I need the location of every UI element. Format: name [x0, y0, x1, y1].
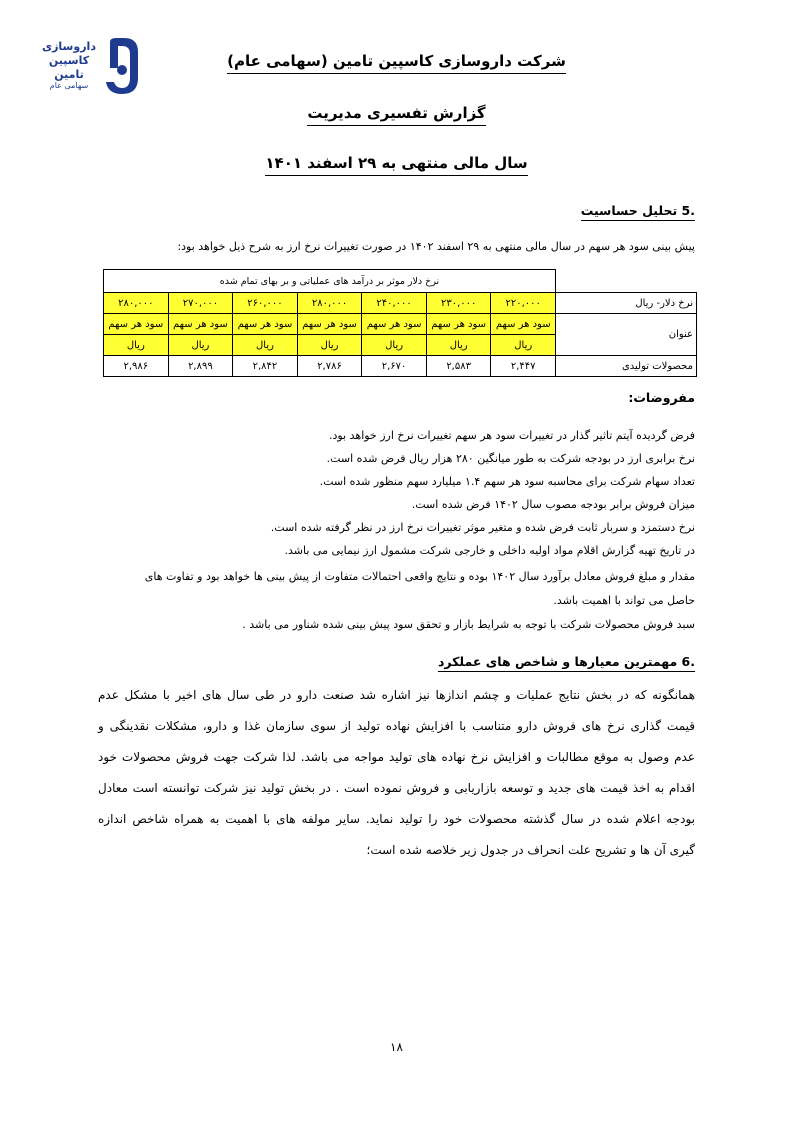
assumption-item: فرض گردیده آیتم تاثیر گذار در تغییرات سود هر سهم تغییرات نرخ ارز خواهد بود.	[328, 429, 695, 442]
assumptions-heading: مفروضات:	[628, 390, 695, 405]
eps-unit-cell: ریال	[168, 335, 233, 356]
table-row	[104, 356, 697, 377]
section-5-intro: پیش بینی سود هر سهم در سال مالی منتهی به ۲۹ اسفند ۱۴۰۲ در صورت تغییرات نرخ ارز به شرح ذیل خواهد بود:	[177, 240, 695, 253]
section-5-heading: .5 تحلیل حساسیت	[581, 203, 695, 218]
company-title: شرکت داروسازی کاسپین تامین (سهامی عام)	[0, 52, 793, 70]
title-row-label: عنوان	[556, 314, 697, 356]
assumption-item: نرخ برابری ارز در بودجه شرکت به طور میانگین ۲۸۰ هزار ریال فرض شده است.	[326, 452, 695, 465]
assumption-item: در تاریخ تهیه گزارش اقلام مواد اولیه داخلی و خارجی شرکت مشمول ارز نیمایی می باشد.	[284, 544, 695, 557]
table-row	[104, 314, 697, 335]
assumption-item: مقدار و مبلغ فروش معادل برآورد سال ۱۴۰۲ بوده و نتایج واقعی احتمالات متفاوت از پیش بینی ها خواهد بود و تفاوت های	[144, 570, 695, 583]
eps-label-cell: سود هر سهم	[491, 314, 556, 335]
rate-row-label: نرخ دلار- ریال	[556, 293, 697, 314]
paragraph-line: همانگونه که در بخش نتایج عملیات و چشم اندازها نیز اشاره شد صنعت دارو در طی سال های اخیر با مشکل عدم	[98, 688, 695, 702]
paragraph-line: اقدام به اخذ قیمت های جدید و توسعه بازاریابی و فروش نموده است . در بخش تولید نیز شرکت توانسته است معادل	[98, 781, 695, 795]
eps-label-cell: سود هر سهم	[426, 314, 491, 335]
eps-unit-cell: ریال	[491, 335, 556, 356]
eps-unit-cell: ریال	[362, 335, 427, 356]
period-title: سال مالی منتهی به ۲۹ اسفند ۱۴۰۱	[0, 154, 793, 172]
eps-unit-cell: ریال	[233, 335, 298, 356]
eps-label-cell: سود هر سهم	[168, 314, 233, 335]
assumption-item: سبد فروش محصولات شرکت با توجه به شرایط بازار و تحقق سود پیش بینی شده شناور می باشد .	[242, 618, 695, 631]
section-6-heading: .6 مهمترین معیارها و شاخص های عملکرد	[438, 654, 695, 669]
rate-cell: ۲۷۰,۰۰۰	[168, 293, 233, 314]
paragraph-line: گیری آن ها و تشریح علت انحراف در جدول زیر خلاصه شده است؛	[366, 843, 695, 857]
eps-value-cell: ۲,۹۸۶	[104, 356, 169, 377]
eps-label-cell: سود هر سهم	[104, 314, 169, 335]
paragraph-line: عدم وصول به موقع مطالبات و افزایش نرخ نهاده های تولید مواجه می باشد. لذا شرکت جهت فروش محصولات خود	[98, 750, 695, 764]
eps-label-cell: سود هر سهم	[297, 314, 362, 335]
eps-value-cell: ۲,۸۴۲	[233, 356, 298, 377]
eps-value-cell: ۲,۴۴۷	[491, 356, 556, 377]
eps-label-cell: سود هر سهم	[362, 314, 427, 335]
eps-value-cell: ۲,۵۸۳	[426, 356, 491, 377]
eps-label-cell: سود هر سهم	[233, 314, 298, 335]
report-title: گزارش تفسیری مدیریت	[0, 104, 793, 122]
paragraph-line: قیمت گذاری نرخ های فروش دارو متناسب با افزایش نهاده تولید از سوی سازمان غذا و دارو، مشکلات نقدینگی و	[98, 719, 695, 733]
eps-value-cell: ۲,۶۷۰	[362, 356, 427, 377]
products-row-label: محصولات تولیدی	[556, 356, 697, 377]
paragraph-line: بودجه اعلام شده در سال گذشته محصولات خود را تولید نماید. سایر مولفه های با اهمیت به همراه شاخص اندازه	[98, 812, 695, 826]
assumption-item: حاصل می تواند با اهمیت باشد.	[553, 594, 695, 607]
page-number: ۱۸	[390, 1040, 403, 1054]
assumption-item: نرخ دستمزد و سربار ثابت فرض شده و متغیر موثر تغییرات نرخ ارز در نظر گرفته شده است.	[270, 521, 695, 534]
eps-unit-cell: ریال	[297, 335, 362, 356]
rate-cell: ۲۸۰,۰۰۰	[104, 293, 169, 314]
logo-line-1: داروسازی	[42, 40, 96, 53]
eps-value-cell: ۲,۷۸۶	[297, 356, 362, 377]
rate-cell: ۲۸۰,۰۰۰	[297, 293, 362, 314]
rate-cell: ۲۳۰,۰۰۰	[426, 293, 491, 314]
sensitivity-table	[103, 269, 697, 377]
rate-cell: ۲۲۰,۰۰۰	[491, 293, 556, 314]
rate-cell: ۲۴۰,۰۰۰	[362, 293, 427, 314]
logo-line-2: کاسپین تامین	[48, 53, 90, 81]
table-row	[104, 270, 697, 293]
group-header: نرخ دلار موثر بر درآمد های عملیاتی و بر بهای تمام شده	[104, 270, 556, 293]
eps-unit-cell: ریال	[104, 335, 169, 356]
logo-line-3: سهامی عام	[49, 81, 89, 91]
table-row	[104, 293, 697, 314]
assumption-item: تعداد سهام شرکت برای محاسبه سود هر سهم ۱.۴ میلیارد سهم منظور شده است.	[319, 475, 695, 488]
assumption-item: میزان فروش برابر بودجه مصوب سال ۱۴۰۲ فرض شده است.	[411, 498, 695, 511]
eps-unit-cell: ریال	[426, 335, 491, 356]
eps-value-cell: ۲,۸۹۹	[168, 356, 233, 377]
rate-cell: ۲۶۰,۰۰۰	[233, 293, 298, 314]
